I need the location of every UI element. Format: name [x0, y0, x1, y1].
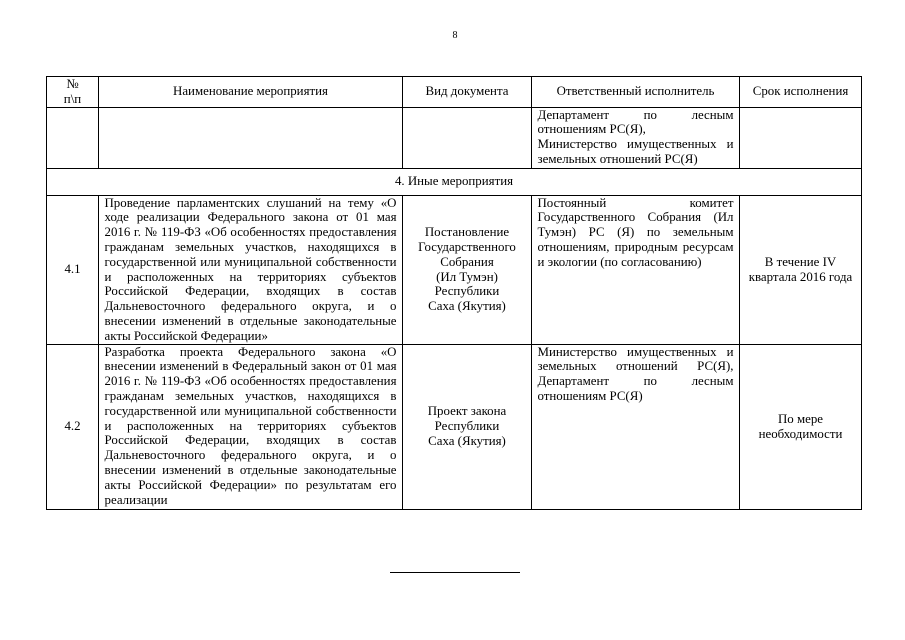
- header-number: № п\п: [47, 77, 99, 108]
- row-4-2-activity-name: Разработка проекта Федерального закона «О внесении изменений в Федеральный закон от 01 мая 2016 г. № 119-ФЗ «Об особенностях предоставления гражданам земельных участков, находящихся в государственной или муниципальной собственности и расположенных на территориях субъектов Российской Федерации, входящих в состав Дальневосточного федерального округа, и о внесении изменений в отдельные законодательные акты Российской Федерации» по результатам его реализации: [99, 344, 403, 509]
- row-4-1-number: 4.1: [47, 195, 99, 344]
- continuation-number: [47, 107, 99, 168]
- continuation-activity-name: [99, 107, 403, 168]
- section-title: 4. Иные мероприятия: [47, 168, 862, 195]
- row-4-2-document-type: Проект закона Республики Саха (Якутия): [403, 344, 532, 509]
- row-4-1-deadline: В течение IV квартала 2016 года: [740, 195, 862, 344]
- table-row: [47, 195, 862, 344]
- header-document-type: Вид документа: [403, 77, 532, 108]
- continuation-responsible: Департамент по лесным отношениям РС(Я), Министерство имущественных и земельных отношений РС(Я): [532, 107, 740, 168]
- row-4-2-responsible: Министерство имущественных и земельных отношений РС(Я), Департамент по лесным отношениям РС(Я): [532, 344, 740, 509]
- footnote-separator: [390, 572, 520, 573]
- row-4-2-deadline: По мере необходимости: [740, 344, 862, 509]
- row-4-1-activity-name: Проведение парламентских слушаний на тему «О ходе реализации Федерального закона от 01 мая 2016 г. № 119-ФЗ «Об особенностях предоставления гражданам земельных участков, находящихся в государственной или муниципальной собственности и расположенных на территориях субъектов Российской Федерации, входящих в состав Дальневосточного федерального округа, и о внесении изменений в отдельные законодательные акты Российской Федерации»: [99, 195, 403, 344]
- header-responsible: Ответственный исполнитель: [532, 77, 740, 108]
- action-plan-table: [46, 76, 862, 510]
- table-row: [47, 344, 862, 509]
- row-4-1-document-type: Постановление Государственного Собрания (Ил Тумэн) Республики Саха (Якутия): [403, 195, 532, 344]
- continuation-row: [47, 107, 862, 168]
- section-row: [47, 168, 862, 195]
- row-4-2-number: 4.2: [47, 344, 99, 509]
- header-deadline: Срок исполнения: [740, 77, 862, 108]
- continuation-deadline: [740, 107, 862, 168]
- row-4-1-responsible: Постоянный комитет Государственного Собрания (Ил Тумэн) РС (Я) по земельным отношениям, природным ресурсам и экологии (по согласованию): [532, 195, 740, 344]
- page-number: 8: [452, 30, 458, 41]
- header-activity-name: Наименование мероприятия: [99, 77, 403, 108]
- continuation-document-type: [403, 107, 532, 168]
- table-header-row: [47, 77, 862, 108]
